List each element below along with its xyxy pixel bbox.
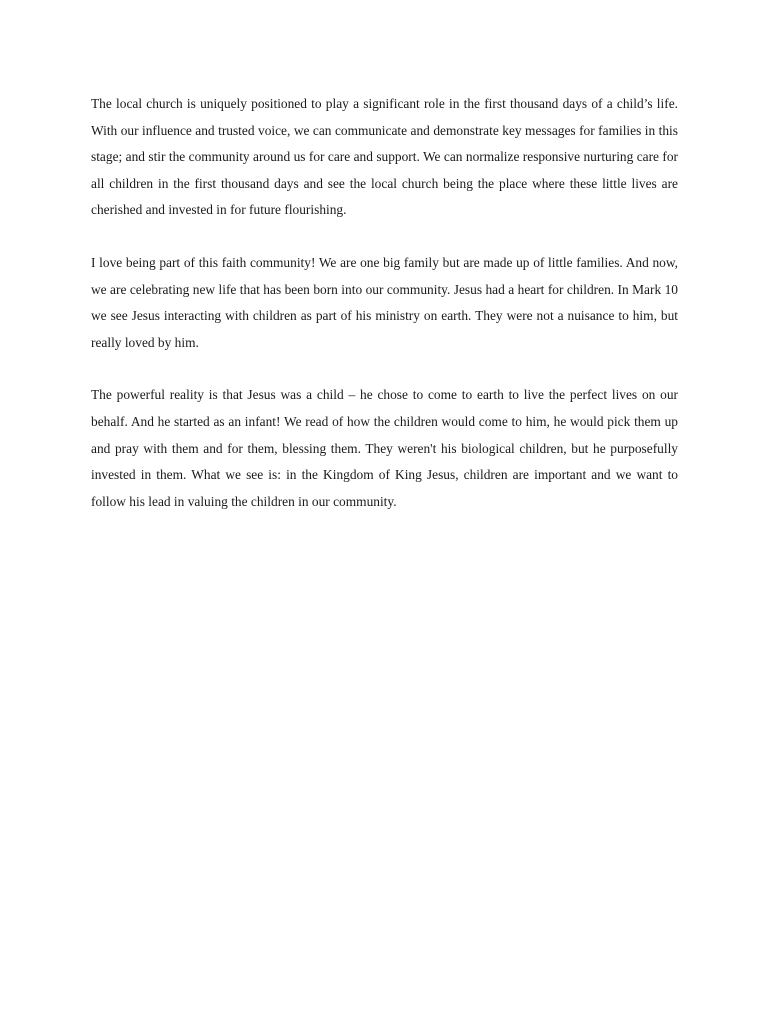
paragraph-jesus-child: The powerful reality is that Jesus was a child – he chose to come to earth to live the perfect lives on our behalf. And he started as an infant! We read of how the children would come to him, he would pick them up and pray with them and for them, blessing them. They weren't his biological children, but he purposefully invested in them. What we see is: in the Kingdom of King Jesus, children are important and we want to follow his lead in valuing the children in our community. — [91, 387, 678, 509]
document-body — [91, 91, 678, 541]
paragraph-faith-community: I love being part of this faith community! We are one big family but are made up of little families. And now, we are celebrating new life that has been born into our community. Jesus had a heart for children. In Mark 10 we see Jesus interacting with children as part of his ministry on earth. They were not a nuisance to him, but really loved by him. — [91, 254, 678, 350]
paragraph-church-role: The local church is uniquely positioned to play a significant role in the first thousand days of a child’s life. With our influence and trusted voice, we can communicate and demonstrate key messages for families in this stage; and stir the community around us for care and support. We can normalize responsive nurturing care for all children in the first thousand days and see the local church being the place where these little lives are cherished and invested in for future flourishing. — [91, 96, 678, 218]
